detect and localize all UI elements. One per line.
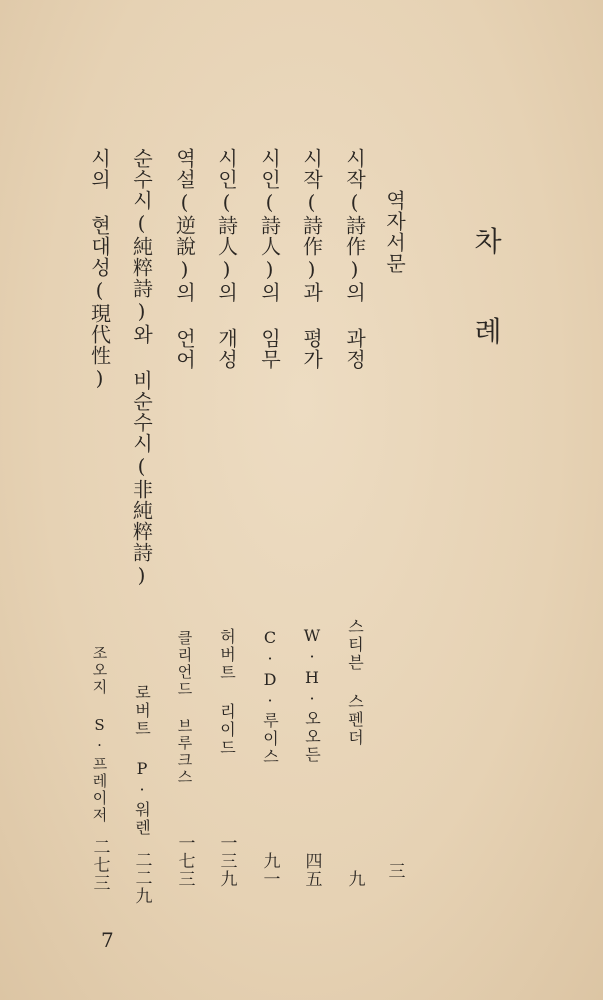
entry-title: 시인(詩人)의 개성 [214, 148, 239, 370]
entry-author: 허버트 리이드 [217, 628, 237, 757]
entry-page: 九 [344, 870, 365, 888]
entry-page: 三 [384, 862, 405, 880]
entry-author: W·H·오오든 [302, 626, 322, 764]
toc-entry-preface[interactable] [380, 190, 410, 880]
entry-page: 九一 [259, 852, 280, 888]
page-number: 7 [101, 928, 114, 952]
entry-author: 스티븐 스펜더 [345, 618, 365, 747]
entry-title: 역설(逆說)의 언어 [172, 148, 197, 370]
entry-author: 클리언드 브루크스 [175, 630, 194, 786]
entry-title: 순수시(純粹詩)와 비순수시(非純粹詩) [129, 148, 154, 588]
entry-page: 四五 [301, 852, 322, 888]
entry-page: 一七三 [174, 834, 195, 888]
heading-char-2: 례 [474, 315, 502, 348]
toc-entry-4[interactable] [212, 148, 242, 888]
toc-entry-5[interactable] [170, 148, 200, 888]
toc-entry-6[interactable] [127, 148, 157, 905]
toc-heading [468, 225, 508, 348]
entry-author: 조오지 S·프레이저 [90, 645, 109, 824]
toc-entry-3[interactable] [255, 148, 285, 888]
toc-entry-7[interactable] [85, 148, 115, 892]
entry-author: C·D·루이스 [260, 628, 280, 766]
entry-page: 二二九 [131, 851, 152, 905]
toc-entry-1[interactable] [340, 148, 370, 888]
entry-title: 역자서문 [382, 190, 407, 274]
entry-author: 로버트 P·워렌 [132, 684, 152, 837]
entry-title: 시작(詩作)과 평가 [299, 148, 324, 370]
heading-char-1: 차 [474, 225, 502, 258]
entry-title: 시작(詩作)의 과정 [342, 148, 367, 370]
entry-title: 시인(詩人)의 임무 [257, 148, 282, 370]
entry-title: 시의 현대성(現代性) [87, 148, 112, 391]
entry-page: 一三九 [216, 834, 237, 888]
entry-page: 二七三 [89, 838, 110, 892]
toc-entry-2[interactable] [297, 148, 327, 888]
